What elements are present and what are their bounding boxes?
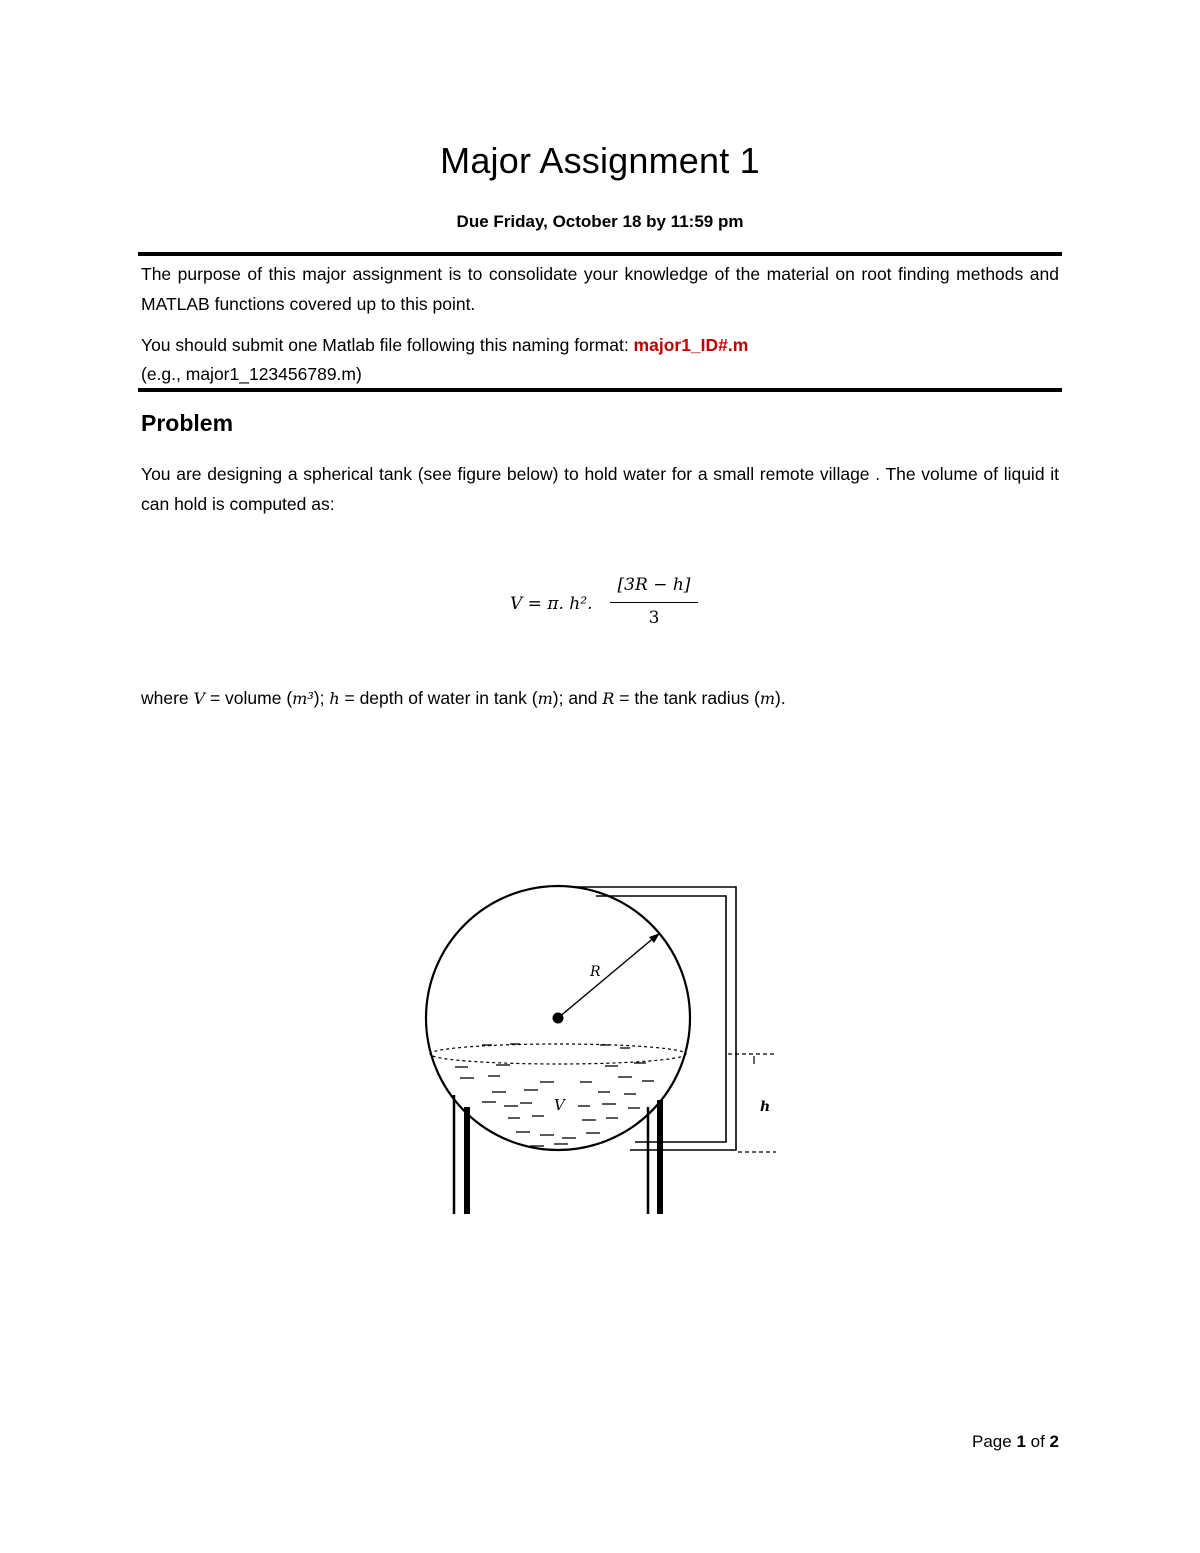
top-rule <box>138 252 1062 256</box>
def-r-symbol: R <box>602 689 615 708</box>
spherical-tank-figure <box>420 880 790 1220</box>
page-title: Major Assignment 1 <box>440 140 760 181</box>
def-where: where <box>141 688 194 708</box>
formula-denominator: 3 <box>648 608 660 628</box>
water-dashes <box>455 1044 654 1146</box>
bottom-rule <box>138 388 1062 392</box>
def-end: ). <box>775 688 786 708</box>
def-sep1: ); <box>313 688 330 708</box>
def-volume: = volume ( <box>205 688 293 708</box>
page-current: 1 <box>1016 1432 1026 1451</box>
formula-numerator: [3R − h] <box>617 575 691 595</box>
def-m-unit-1: m <box>537 689 553 708</box>
problem-paragraph: You are designing a spherical tank (see figure below) to hold water for a small remote village . The volume of liquid it can hold is computed as: <box>141 464 1059 514</box>
due-date: Due Friday, October 18 by 11:59 pm <box>456 212 744 231</box>
variable-definitions <box>141 688 786 709</box>
def-m-unit-2: m <box>759 689 776 708</box>
page-of: of <box>1025 1432 1050 1451</box>
def-depth: = depth of water in tank ( <box>339 688 538 708</box>
page-total: 2 <box>1049 1432 1059 1451</box>
def-v-symbol: V <box>193 689 206 708</box>
page-word: Page <box>972 1432 1017 1451</box>
problem-heading: Problem <box>141 410 234 436</box>
def-radius: = the tank radius ( <box>614 688 760 708</box>
submission-paragraph <box>141 331 1059 389</box>
purpose-paragraph: The purpose of this major assignment is to consolidate your knowledge of the material on root finding methods and MATLAB functions covered up to this point. <box>141 264 1059 314</box>
fraction-bar <box>610 602 698 603</box>
def-h-symbol: h <box>329 689 340 708</box>
submission-filename: major1_ID#.m <box>633 335 749 355</box>
radius-arrowhead <box>649 933 660 943</box>
formula-lhs: V = π. h². <box>510 594 593 614</box>
label-v: V <box>554 1096 565 1114</box>
page-number <box>972 1432 1059 1452</box>
label-h: h <box>760 1099 771 1115</box>
radius-line <box>558 936 656 1018</box>
submission-text: You should submit one Matlab file following this naming format: <box>141 335 634 355</box>
def-m3-unit: m³ <box>292 689 314 708</box>
formula-fraction <box>610 572 698 629</box>
submission-example: (e.g., major1_123456789.m) <box>141 364 362 384</box>
water-surface <box>430 1044 686 1064</box>
def-sep2: ); and <box>552 688 603 708</box>
label-r: R <box>590 964 601 980</box>
